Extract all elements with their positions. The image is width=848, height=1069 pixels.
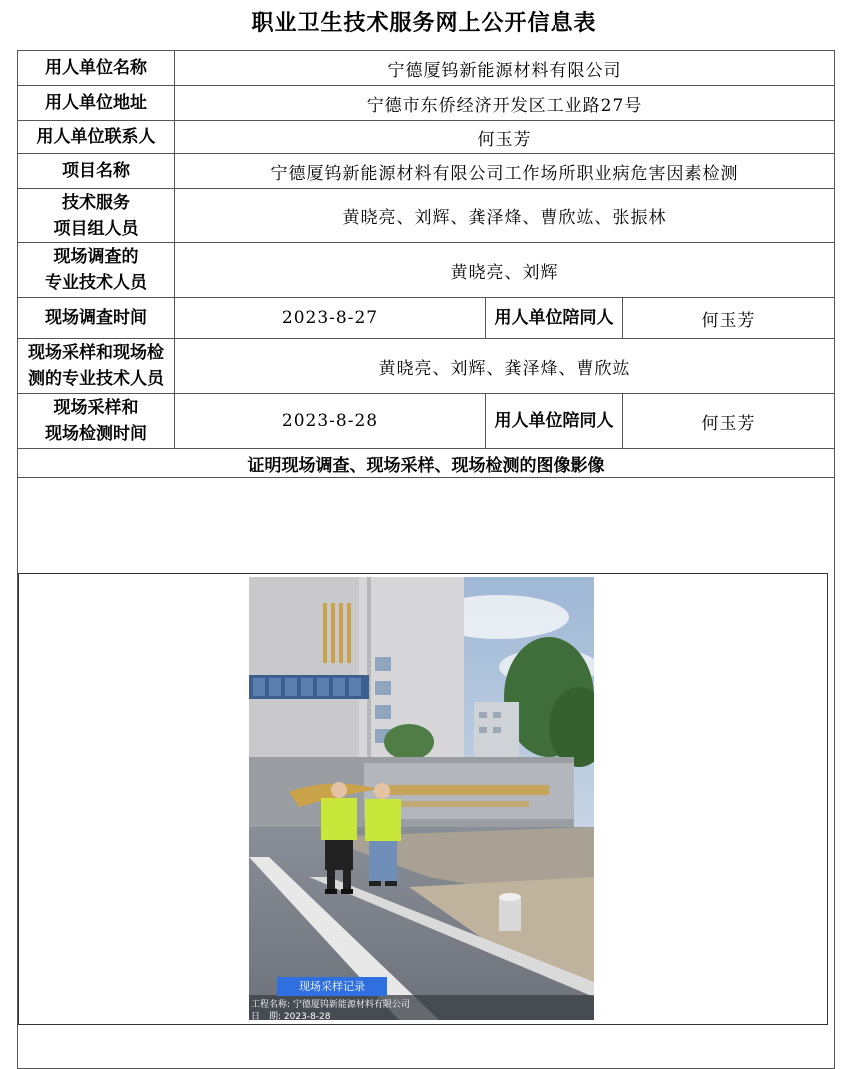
caption-project-key: 工程名称: [251, 1000, 291, 1010]
caption-project-value: 宁德厦钨新能源材料有限公司 [292, 1000, 410, 1010]
company-name-value: 宁德厦钨新能源材料有限公司 [175, 51, 835, 86]
company-name-label: 用人单位名称 [18, 51, 175, 86]
caption-title: 现场采样记录 [277, 977, 387, 996]
team-label-line1: 技术服务 [62, 192, 130, 213]
project-name-value: 宁德厦钨新能源材料有限公司工作场所职业病危害因素检测 [175, 154, 835, 189]
table-row-project-name [18, 154, 835, 189]
team-label-line2: 项目组人员 [53, 218, 139, 239]
table-row-survey-time [18, 298, 835, 339]
sampling-time-value: 2023-8-28 [175, 394, 486, 449]
page-title: 职业卫生技术服务网上公开信息表 [251, 10, 597, 36]
table-row-company-address [18, 86, 835, 121]
table-row-company-name [18, 51, 835, 86]
sampling-time-label-line1: 现场采样和 [53, 398, 139, 418]
survey-escort-label: 用人单位陪同人 [486, 298, 623, 339]
company-address-value: 宁德市东侨经济开发区工业路27号 [175, 86, 835, 121]
sampling-time-label-line2: 现场检测时间 [45, 424, 147, 444]
caption-date-key: 日 期: [251, 1012, 282, 1020]
sampling-staff-value: 黄晓亮、刘辉、龚泽烽、曹欣竑 [175, 339, 835, 394]
table-row-sampling-time [18, 394, 835, 449]
caption-date-value: 2023-8-28 [283, 1012, 331, 1020]
survey-staff-value: 黄晓亮、刘辉 [175, 243, 835, 298]
contact-label: 用人单位联系人 [18, 121, 175, 154]
sampling-staff-label-line2: 测的专业技术人员 [28, 369, 164, 389]
company-address-label: 用人单位地址 [18, 86, 175, 121]
survey-time-value: 2023-8-27 [175, 298, 486, 339]
sampling-escort-label: 用人单位陪同人 [486, 394, 623, 449]
sampling-escort-value: 何玉芳 [623, 394, 835, 449]
project-name-label: 项目名称 [18, 154, 175, 189]
sampling-staff-label [18, 339, 175, 394]
table-row-image-header [18, 449, 835, 478]
team-label [18, 189, 175, 243]
survey-staff-label-line2: 专业技术人员 [45, 273, 147, 293]
survey-escort-value: 何玉芳 [623, 298, 835, 339]
site-photo-illustration [249, 577, 594, 1020]
site-photo [249, 577, 594, 1020]
table-row-team [18, 189, 835, 243]
survey-staff-label [18, 243, 175, 298]
sampling-staff-label-line1: 现场采样和现场检 [28, 343, 164, 363]
survey-time-label: 现场调查时间 [18, 298, 175, 339]
table-row-survey-staff [18, 243, 835, 298]
table-row-sampling-staff [18, 339, 835, 394]
team-value: 黄晓亮、刘辉、龚泽烽、曹欣竑、张振林 [175, 189, 835, 243]
table-row-contact [18, 121, 835, 154]
caption-date-line [251, 1009, 331, 1020]
contact-value: 何玉芳 [175, 121, 835, 154]
survey-staff-label-line1: 现场调查的 [53, 247, 139, 267]
sampling-time-label [18, 394, 175, 449]
image-section-header: 证明现场调查、现场采样、现场检测的图像影像 [18, 449, 835, 478]
